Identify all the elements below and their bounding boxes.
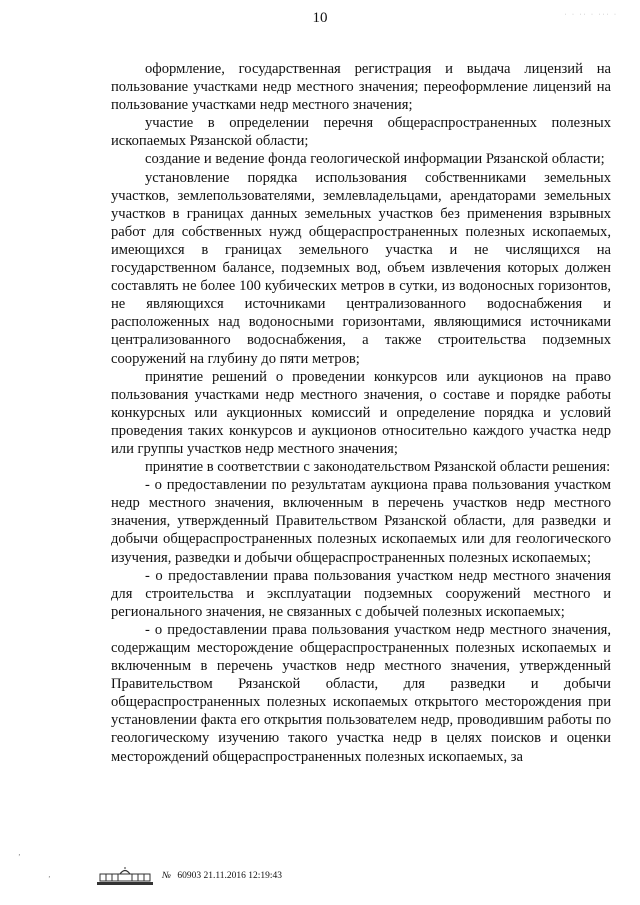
page-number: 10	[312, 10, 328, 26]
number-sign: №	[162, 871, 171, 881]
paragraph: установление порядка использования собственниками земельных участков, землепользователями, землевладельцами, арендаторами земельных участков в границах данных земельных участков без применения взрывных работ для собственных нужд общераспространенных полезных ископаемых, имеющихся в границах земельного участка и не числящихся на государственном балансе, подземных вод, объем извлечения которых должен составлять не более 100 кубических метров в сутки, из водоносных горизонтов, не являющихся источниками централизованного водоснабжения и расположенных над водоносными горизонтами, являющимися источниками централизованного водоснабжения, а также строительства подземных сооружений на глубину до пяти метров;	[111, 169, 611, 367]
dash-list-item: - о предоставлении по результатам аукциона права пользования участком недр местного значения, включенным в перечень участков недр местного значения, утвержденный Правительством Рязанской области, для разведки и добычи общераспространенных полезных ископаемых или для геологического изучения, разведки и добычи общераспространенных полезных ископаемых;	[111, 477, 611, 566]
paragraph: участие в определении перечня общераспространенных полезных ископаемых Рязанской области;	[111, 115, 611, 150]
registration-stamp	[162, 871, 282, 881]
government-building-logo-icon	[96, 866, 154, 886]
registration-footer	[96, 866, 282, 886]
paragraph: принятие в соответствии с законодательством Рязанской области решения:	[145, 459, 611, 476]
paragraph: принятие решений о проведении конкурсов или аукционов на право пользования участками недр местного значения, о составе и порядке работы конкурсных или аукционных комиссий и определение порядка и условий проведения таких конкурсов и аукционов относительно каждого участка недр или группы участков недр местного значения;	[111, 368, 611, 457]
document-body	[111, 60, 611, 766]
document-number: 60903	[177, 871, 202, 881]
scan-artifact: ‚	[48, 870, 51, 879]
registration-datetime: 21.11.2016 12:19:43	[203, 871, 283, 881]
scan-artifact: · · ·· · ··· ·	[564, 12, 618, 18]
paragraph: создание и ведение фонда геологической информации Рязанской области;	[145, 151, 605, 168]
dash-list-item: - о предоставлении права пользования участком недр местного значения для строительства и эксплуатации подземных сооружений местного и регионального значения, не связанных с добычей полезных ископаемых;	[111, 567, 611, 620]
dash-list-item: - о предоставлении права пользования участком недр местного значения, содержащим месторождение общераспространенных полезных ископаемых и включенным в перечень участков недр местного значения, утвержденный Правительством Рязанской области, для разведки и добычи общераспространенных полезных ископаемых открытого месторождения при установлении факта его открытия пользователем недр, проводившим работы по геологическому изучению такого участка недр в целях поисков и оценки месторождений общераспространенных полезных ископаемых, за	[111, 621, 611, 765]
paragraph: оформление, государственная регистрация и выдача лицензий на пользование участками недр местного значения; переоформление лицензий на пользование участками недр местного значения;	[111, 61, 611, 114]
scan-artifact: ‚	[18, 848, 21, 857]
